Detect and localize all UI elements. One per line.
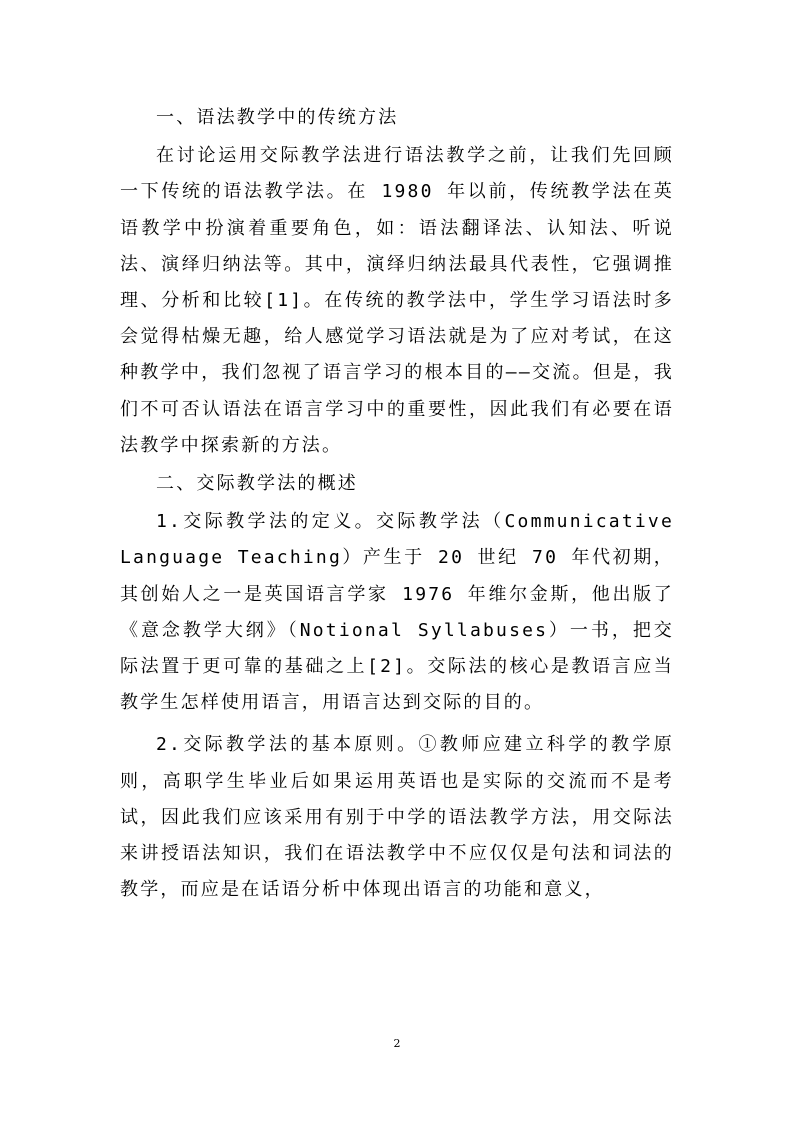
section-heading-traditional-methods: 一、语法教学中的传统方法 bbox=[156, 107, 399, 128]
paragraph-basic-principles: 2.交际教学法的基本原则。①教师应建立科学的教学原则，高职学生毕业后如果运用英语也是实际的交流而不是考试，因此我们应该采用有别于中学的语法教学方法，用交际法来讲授语法知识，我们在语法教学中不应仅仅是句法和词法的教学，而应是在话语分析中体现出语言的功能和意义， bbox=[120, 734, 674, 901]
paragraph-traditional-methods: 在讨论运用交际教学法进行语法教学之前，让我们先回顾一下传统的语法教学法。在 1980 年以前，传统教学法在英语教学中扮演着重要角色，如：语法翻译法、认知法、听说法、演绎归纳法等。其中，演绎归纳法最具代表性，它强调推理、分析和比较[1]。在传统的教学法中，学生学习语法时多会觉得枯燥无趣，给人感觉学习语法就是为了应对考试，在这种教学中，我们忽视了语言学习的根本目的——交流。但是，我们不可否认语法在语言学习中的重要性，因此我们有必要在语法教学中探索新的方法。 bbox=[120, 145, 674, 456]
section-heading-communicative-overview: 二、交际教学法的概述 bbox=[156, 473, 358, 495]
paragraph-definition: 1.交际教学法的定义。交际教学法（Communicative Language Teaching）产生于 20 世纪 70 年代初期，其创始人之一是英国语言学家 1976 年维尔金斯，他出版了《意念教学大纲》（Notional Syllabuses）一书，把交际法置于更可靠的基础之上[2]。交际法的核心是教语言应当教学生怎样使用语言，用语言达到交际的目的。 bbox=[120, 511, 674, 714]
page-number: 2 bbox=[393, 1037, 401, 1050]
document-body bbox=[120, 100, 674, 908]
